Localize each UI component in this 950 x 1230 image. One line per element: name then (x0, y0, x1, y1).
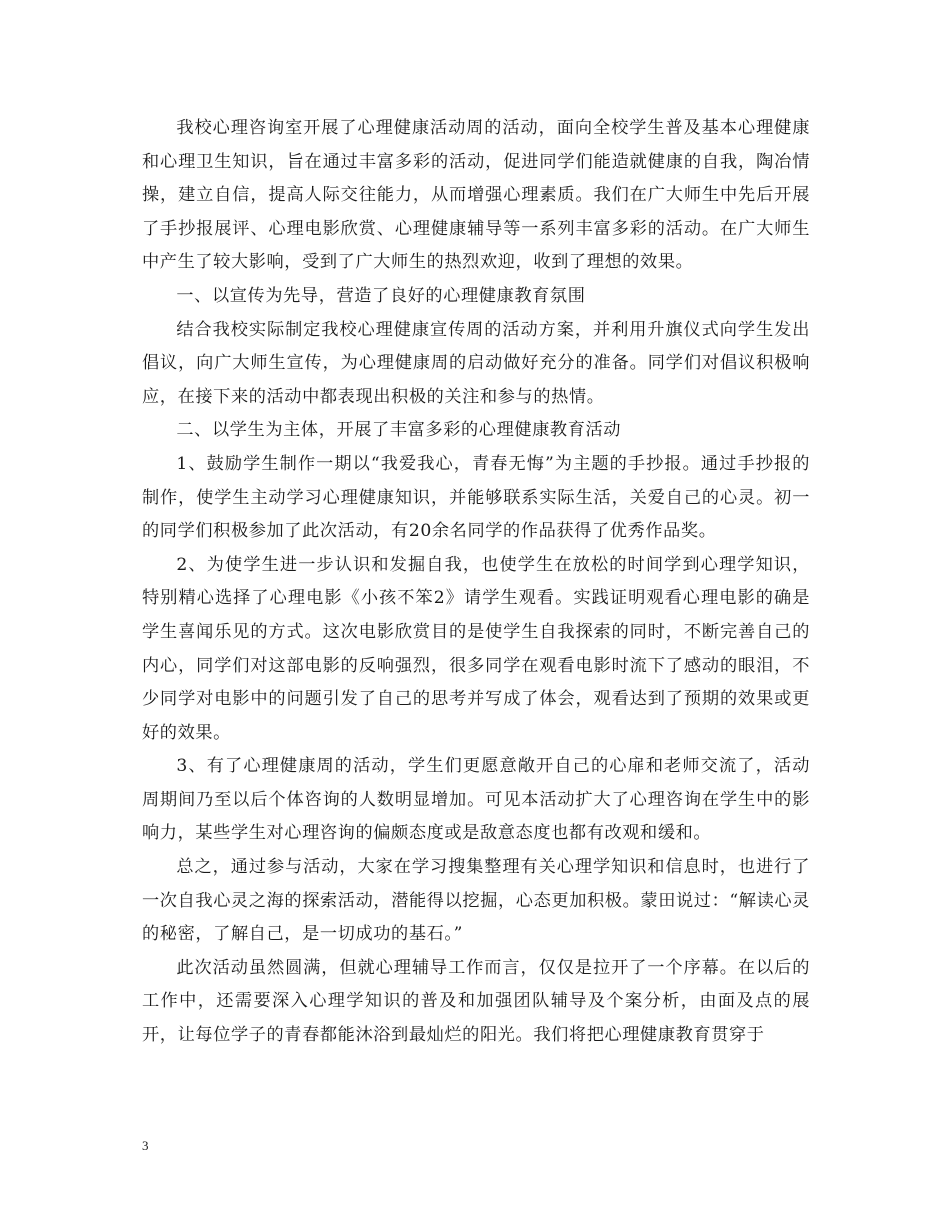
paragraph-summary: 总之，通过参与活动，大家在学习搜集整理有关心理学知识和信息时，也进行了一次自我心灵之海的探索活动，潜能得以挖掘，心态更加积极。蒙田说过：“解读心灵的秘密，了解自己，是一切成功的基石。” (142, 857, 810, 945)
paragraph-intro: 我校心理咨询室开展了心理健康活动周的活动，面向全校学生普及基本心理健康和心理卫生知识，旨在通过丰富多彩的活动，促进同学们能造就健康的自我，陶冶情操，建立自信，提高人际交往能力，从而增强心理素质。我们在广大师生中先后开展了手抄报展评、心理电影欣赏、心理健康辅导等一系列丰富多彩的活动。在广大师生中产生了较大影响，受到了广大师生的热烈欢迎，收到了理想的效果。 (142, 118, 810, 273)
document-body (142, 112, 810, 1053)
paragraph-conclusion: 此次活动虽然圆满，但就心理辅导工作而言，仅仅是拉开了一个序幕。在以后的工作中，还需要深入心理学知识的普及和加强团队辅导及个案分析，由面及点的展开，让每位学子的青春都能沐浴到最灿烂的阳光。我们将把心理健康教育贯穿于 (142, 957, 810, 1046)
paragraph-item-2: 2、为使学生进一步认识和发掘自我，也使学生在放松的时间学到心理学知识，特别精心选择了心理电影《小孩不笨2》请学生观看。实践证明观看心理电影的确是学生喜闻乐见的方式。这次电影欣赏目的是使学生自我探索的同时，不断完善自己的内心，同学们对这部电影的反响强烈，很多同学在观看电影时流下了感动的眼泪，不少同学对电影中的问题引发了自己的思考并写成了体会，观看达到了预期的效果或更好的效果。 (142, 554, 810, 743)
section-heading-1: 一、以宣传为先导，营造了良好的心理健康教育氛围 (176, 285, 586, 306)
paragraph-item-3: 3、有了心理健康周的活动，学生们更愿意敞开自己的心扉和老师交流了，活动周期间乃至以后个体咨询的人数明显增加。可见本活动扩大了心理咨询在学生中的影响力，某些学生对心理咨询的偏颇态度或是敌意态度也都有改观和缓和。 (142, 756, 810, 844)
section-heading-2: 二、以学生为主体，开展了丰富多彩的心理健康教育活动 (176, 420, 622, 441)
paragraph-section-1: 结合我校实际制定我校心理健康宣传周的活动方案，并利用升旗仪式向学生发出倡议，向广大师生宣传，为心理健康周的启动做好充分的准备。同学们对倡议积极响应，在接下来的活动中都表现出积极的关注和参与的热情。 (142, 319, 810, 407)
page-number: 3 (142, 1138, 149, 1153)
paragraph-item-1: 1、鼓励学生制作一期以“我爱我心，青春无悔”为主题的手抄报。通过手抄报的制作，使学生主动学习心理健康知识，并能够联系实际生活，关爱自己的心灵。初一的同学们积极参加了此次活动，有20余名同学的作品获得了优秀作品奖。 (142, 453, 810, 542)
